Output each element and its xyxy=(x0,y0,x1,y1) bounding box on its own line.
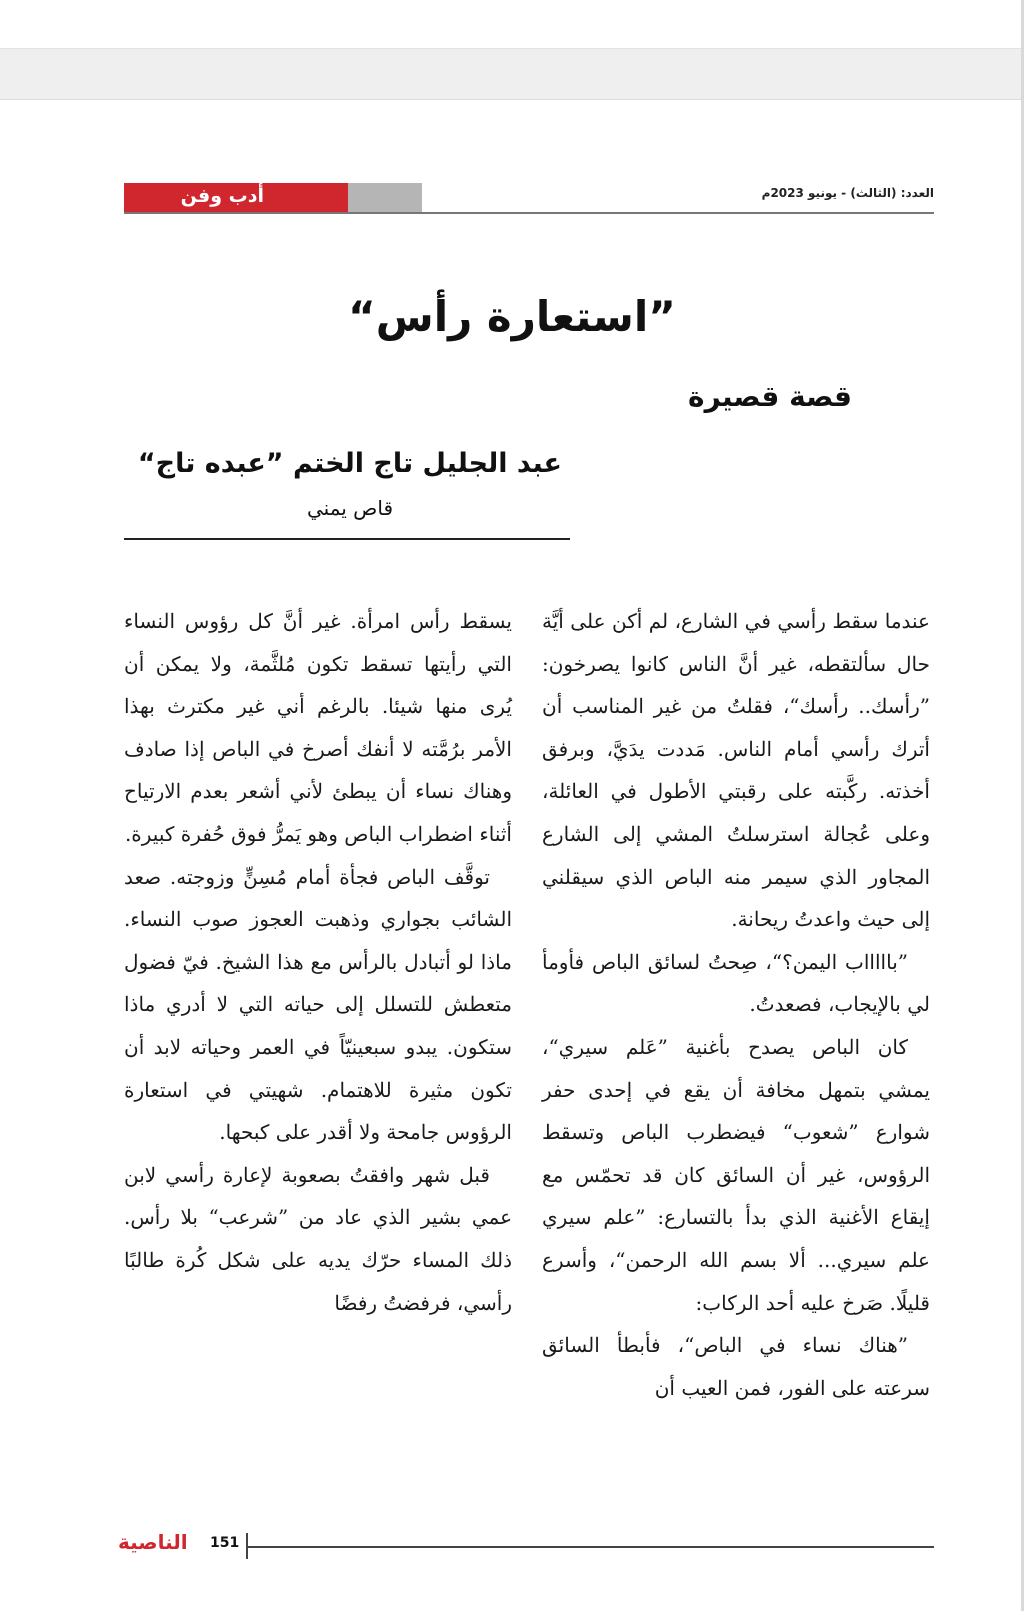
header-divider xyxy=(124,212,934,214)
paragraph: قبل شهر وافقتُ بصعوبة لإعارة رأسي لابن عمي بشير الذي عاد من ”شرعب“ بلا رأس. ذلك المساء حرّك يديه على شكل كُرة طالبًا رأسي، فرفضتُ رفضًا xyxy=(124,1162,512,1315)
article-title: ”استعارة رأس“ xyxy=(348,292,676,341)
section-accent-box xyxy=(348,183,422,213)
page-number: 151 xyxy=(210,1535,240,1551)
author-name: عبد الجليل تاج الختم ”عبده تاج“ xyxy=(137,448,562,479)
section-label: أدب وفن xyxy=(180,185,264,207)
paragraph: كان الباص يصدح بأغنية ”عَلم سيري“، يمشي بتمهل مخافة أن يقع في إحدى حفر شوارع ”شعوب“ فيضطرب الباص وتسقط الرؤوس، غير أن السائق كان قد تحمّس مع إيقاع الأغنية الذي بدأ بالتسارع: ”علم سيري علم سيري... ألا بسم الله الرحمن“، وأسرع قليلًا. صَرخ عليه أحد الركاب: xyxy=(542,1034,931,1315)
article-subtitle: قصة قصيرة xyxy=(688,380,852,413)
footer-divider xyxy=(248,1546,934,1548)
paragraph: عندما سقط رأسي في الشارع، لم أكن على أيَّة حال سألتقطه، غير أنَّ الناس كانوا يصرخون: ”رأسك.. رأسك“، فقلتُ من غير المناسب أن أترك رأسي أمام الناس. مَددت يدَيَّ، وبرفق أخذته. ركَّبته على رقبتي الأطول في العائلة، وعلى عُجالة استرسلتُ المشي إلى الشارع المجاور الذي سيمر منه الباص الذي سيقلني إلى حيث واعدتُ ريحانة. xyxy=(542,609,930,932)
text-column-right xyxy=(542,600,930,1409)
paragraph: توقَّف الباص فجأة أمام مُسِنٍّ وزوجته. صعد الشائب بجواري وذهبت العجوز صوب النساء. ماذا لو أتبادل بالرأس مع هذا الشيخ. فيّ فضول متعطش للتسلل إلى حياته التي لا أدري ماذا ستكون. يبدو سبعينيّاً في العمر وحياته لابد أن تكون مثيرة للاهتمام. شهيتي في استعارة الرؤوس جامحة ولا أقدر على كبحها. xyxy=(124,864,512,1145)
section-label-box xyxy=(124,183,348,213)
text-column-left xyxy=(124,600,512,1324)
screen-top-strip xyxy=(0,0,1024,48)
paragraph: ”باااااب اليمن؟“، صِحتُ لسائق الباص فأومأ لي بالإيجاب، فصعدتُ. xyxy=(542,949,930,1017)
author-role: قاص يمني xyxy=(306,496,394,520)
magazine-logo: الناصية xyxy=(118,1530,188,1554)
author-divider xyxy=(124,538,570,540)
paragraph: يسقط رأس امرأة. غير أنَّ كل رؤوس النساء التي رأيتها تسقط تكون مُلثَّمة، ولا يمكن أن يُرى منها شيئا. بالرغم أني غير مكترث بهذا الأمر برُمَّته لا أنفك أصرخ في الباص إذا صادف وهناك نساء أن يبطئ لأني أشعر بعدم الارتياح أثناء اضطراب الباص وهو يَمرُّ فوق حُفرة كبيرة. xyxy=(124,609,512,846)
issue-info: العدد: (الثالث) - يونيو 2023م xyxy=(761,186,934,200)
paragraph: ”هناك نساء في الباص“، فأبطأ السائق سرعته على الفور، فمن العيب أن xyxy=(542,1333,930,1400)
viewer-toolbar-band xyxy=(0,48,1024,100)
